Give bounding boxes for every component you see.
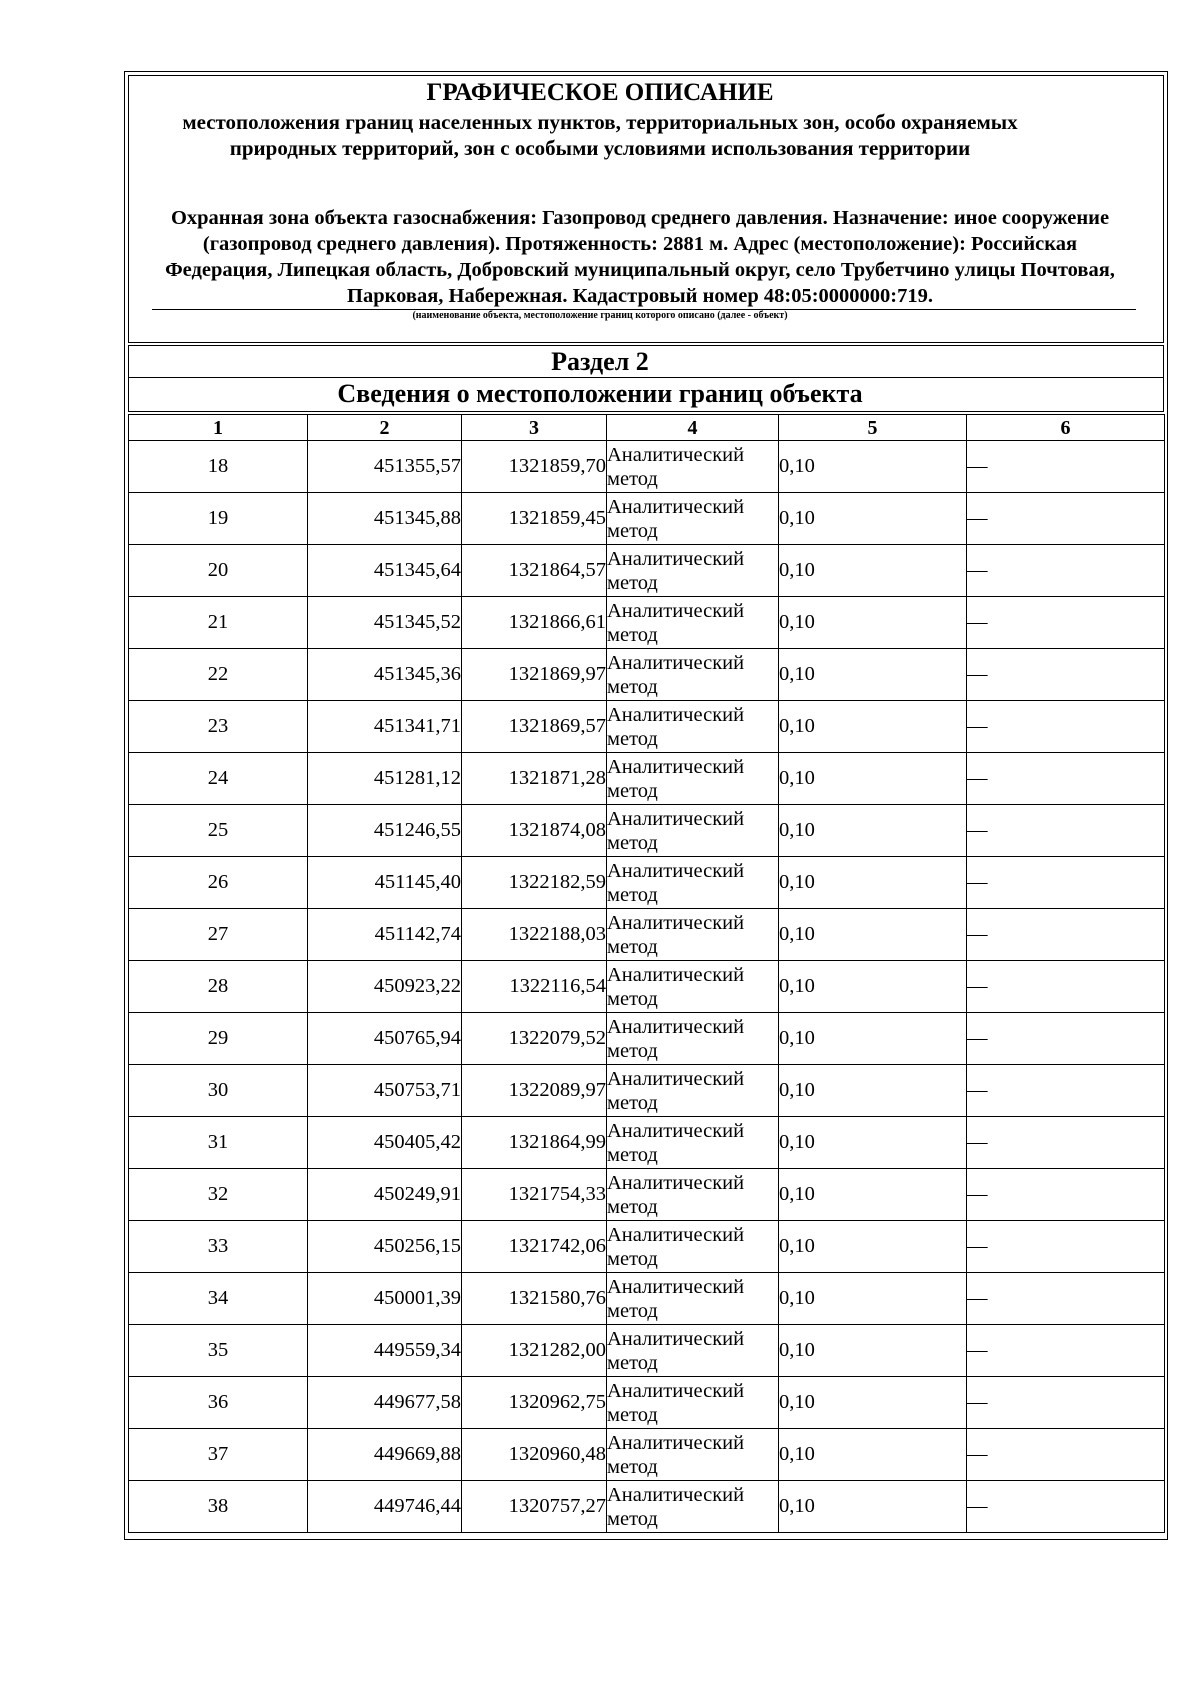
point-number-cell: 30 — [129, 1065, 308, 1117]
accuracy-cell: 0,10 — [779, 909, 967, 961]
method-text-line1: Аналитический — [607, 1223, 745, 1246]
description-cell: — — [967, 1221, 1165, 1273]
accuracy-cell: 0,10 — [779, 1481, 967, 1533]
document-title: ГРАФИЧЕСКОЕ ОПИСАНИЕ — [426, 79, 774, 106]
table-column-header-row — [129, 415, 1165, 441]
description-cell: — — [967, 701, 1165, 753]
method-cell — [607, 441, 779, 493]
point-number-cell: 36 — [129, 1377, 308, 1429]
point-number-cell: 20 — [129, 545, 308, 597]
table-row — [129, 909, 1165, 961]
x-coordinate-cell: 451145,40 — [308, 857, 462, 909]
description-cell: — — [967, 1169, 1165, 1221]
method-text-line2: метод — [607, 1195, 658, 1218]
accuracy-cell: 0,10 — [779, 701, 967, 753]
table-row — [129, 1169, 1165, 1221]
y-coordinate-cell: 1322116,54 — [462, 961, 607, 1013]
x-coordinate-cell: 451345,52 — [308, 597, 462, 649]
method-text-line1: Аналитический — [607, 599, 745, 622]
method-text-line2: метод — [607, 1091, 658, 1114]
description-cell: — — [967, 441, 1165, 493]
table-row — [129, 857, 1165, 909]
table-row — [129, 1429, 1165, 1481]
description-cell: — — [967, 493, 1165, 545]
point-number-cell: 27 — [129, 909, 308, 961]
method-text-line2: метод — [607, 571, 658, 594]
method-text-line2: метод — [607, 1455, 658, 1478]
method-text-line2: метод — [607, 779, 658, 802]
object-caption: (наименование объекта, местоположение границ которого описано (далее - объект) — [412, 310, 788, 321]
description-cell: — — [967, 1325, 1165, 1377]
table-row — [129, 701, 1165, 753]
accuracy-cell: 0,10 — [779, 753, 967, 805]
point-number-cell: 29 — [129, 1013, 308, 1065]
table-row — [129, 1065, 1165, 1117]
method-text-line2: метод — [607, 831, 658, 854]
point-number-cell: 22 — [129, 649, 308, 701]
x-coordinate-cell: 451246,55 — [308, 805, 462, 857]
x-coordinate-cell: 449559,34 — [308, 1325, 462, 1377]
method-text-line2: метод — [607, 1247, 658, 1270]
accuracy-cell: 0,10 — [779, 1013, 967, 1065]
method-cell — [607, 597, 779, 649]
method-text-line1: Аналитический — [607, 1119, 745, 1142]
y-coordinate-cell: 1321869,57 — [462, 701, 607, 753]
point-number-cell: 28 — [129, 961, 308, 1013]
table-row — [129, 805, 1165, 857]
method-text-line1: Аналитический — [607, 1431, 745, 1454]
column-header-1: 1 — [129, 415, 308, 441]
accuracy-cell: 0,10 — [779, 1169, 967, 1221]
method-text-line1: Аналитический — [607, 547, 745, 570]
y-coordinate-cell: 1321859,70 — [462, 441, 607, 493]
point-number-cell: 33 — [129, 1221, 308, 1273]
x-coordinate-cell: 450256,15 — [308, 1221, 462, 1273]
column-header-5: 5 — [779, 415, 967, 441]
method-text-line1: Аналитический — [607, 963, 745, 986]
object-description: Охранная зона объекта газоснабжения: Газопровод среднего давления. Назначение: иное сооружение (газопровод среднего давления). Протяженность: 2881 м. Адрес (местоположение): Российская Федерация, Липецкая область, Добровский муниципальный округ, село Трубетчино улицы Почтовая, Парковая, Набережная. Кадастровый номер 48:05:0000000:719. — [165, 207, 1115, 307]
column-header-3: 3 — [462, 415, 607, 441]
method-text-line2: метод — [607, 519, 658, 542]
table-row — [129, 1013, 1165, 1065]
x-coordinate-cell: 449746,44 — [308, 1481, 462, 1533]
accuracy-cell: 0,10 — [779, 1065, 967, 1117]
method-cell — [607, 753, 779, 805]
point-number-cell: 31 — [129, 1117, 308, 1169]
accuracy-cell: 0,10 — [779, 805, 967, 857]
y-coordinate-cell: 1321874,08 — [462, 805, 607, 857]
accuracy-cell: 0,10 — [779, 857, 967, 909]
method-cell — [607, 1169, 779, 1221]
table-row — [129, 441, 1165, 493]
boundary-coordinates-table — [128, 414, 1165, 1533]
method-text-line1: Аналитический — [607, 1483, 745, 1506]
point-number-cell: 38 — [129, 1481, 308, 1533]
table-row — [129, 1481, 1165, 1533]
method-cell — [607, 1221, 779, 1273]
description-cell: — — [967, 909, 1165, 961]
method-cell — [607, 857, 779, 909]
x-coordinate-cell: 450249,91 — [308, 1169, 462, 1221]
y-coordinate-cell: 1322188,03 — [462, 909, 607, 961]
description-cell: — — [967, 1377, 1165, 1429]
description-cell: — — [967, 545, 1165, 597]
description-cell: — — [967, 1117, 1165, 1169]
description-cell: — — [967, 1273, 1165, 1325]
table-row — [129, 1117, 1165, 1169]
method-text-line1: Аналитический — [607, 651, 745, 674]
point-number-cell: 35 — [129, 1325, 308, 1377]
section-subtitle: Сведения о местоположении границ объекта — [337, 379, 863, 408]
point-number-cell: 32 — [129, 1169, 308, 1221]
description-cell: — — [967, 961, 1165, 1013]
y-coordinate-cell: 1321742,06 — [462, 1221, 607, 1273]
method-text-line1: Аналитический — [607, 1015, 745, 1038]
method-text-line2: метод — [607, 1299, 658, 1322]
method-cell — [607, 1481, 779, 1533]
y-coordinate-cell: 1321864,99 — [462, 1117, 607, 1169]
method-cell — [607, 1429, 779, 1481]
accuracy-cell: 0,10 — [779, 545, 967, 597]
accuracy-cell: 0,10 — [779, 1221, 967, 1273]
table-row — [129, 649, 1165, 701]
method-text-line2: метод — [607, 883, 658, 906]
x-coordinate-cell: 450405,42 — [308, 1117, 462, 1169]
method-cell — [607, 493, 779, 545]
method-text-line2: метод — [607, 727, 658, 750]
description-cell: — — [967, 753, 1165, 805]
method-cell — [607, 805, 779, 857]
description-cell: — — [967, 1481, 1165, 1533]
accuracy-cell: 0,10 — [779, 1325, 967, 1377]
table-row — [129, 1273, 1165, 1325]
y-coordinate-cell: 1322182,59 — [462, 857, 607, 909]
method-text-line2: метод — [607, 467, 658, 490]
method-text-line1: Аналитический — [607, 807, 745, 830]
y-coordinate-cell: 1321282,00 — [462, 1325, 607, 1377]
accuracy-cell: 0,10 — [779, 597, 967, 649]
description-cell: — — [967, 1429, 1165, 1481]
method-text-line2: метод — [607, 675, 658, 698]
column-header-4: 4 — [607, 415, 779, 441]
method-cell — [607, 961, 779, 1013]
y-coordinate-cell: 1321864,57 — [462, 545, 607, 597]
x-coordinate-cell: 451345,88 — [308, 493, 462, 545]
table-row — [129, 597, 1165, 649]
table-row — [129, 493, 1165, 545]
y-coordinate-cell: 1320960,48 — [462, 1429, 607, 1481]
y-coordinate-cell: 1321871,28 — [462, 753, 607, 805]
method-cell — [607, 701, 779, 753]
method-cell — [607, 1325, 779, 1377]
y-coordinate-cell: 1320757,27 — [462, 1481, 607, 1533]
point-number-cell: 18 — [129, 441, 308, 493]
point-number-cell: 24 — [129, 753, 308, 805]
method-cell — [607, 1117, 779, 1169]
x-coordinate-cell: 450765,94 — [308, 1013, 462, 1065]
x-coordinate-cell: 450753,71 — [308, 1065, 462, 1117]
x-coordinate-cell: 451345,64 — [308, 545, 462, 597]
method-text-line1: Аналитический — [607, 1275, 745, 1298]
point-number-cell: 23 — [129, 701, 308, 753]
accuracy-cell: 0,10 — [779, 1429, 967, 1481]
description-cell: — — [967, 805, 1165, 857]
y-coordinate-cell: 1321580,76 — [462, 1273, 607, 1325]
description-cell: — — [967, 1013, 1165, 1065]
method-text-line2: метод — [607, 623, 658, 646]
accuracy-cell: 0,10 — [779, 961, 967, 1013]
description-cell: — — [967, 857, 1165, 909]
description-cell: — — [967, 1065, 1165, 1117]
method-text-line1: Аналитический — [607, 443, 745, 466]
column-header-6: 6 — [967, 415, 1165, 441]
point-number-cell: 25 — [129, 805, 308, 857]
x-coordinate-cell: 450001,39 — [308, 1273, 462, 1325]
y-coordinate-cell: 1321869,97 — [462, 649, 607, 701]
method-text-line2: метод — [607, 1143, 658, 1166]
point-number-cell: 19 — [129, 493, 308, 545]
table-row — [129, 753, 1165, 805]
method-text-line1: Аналитический — [607, 495, 745, 518]
table-row — [129, 545, 1165, 597]
x-coordinate-cell: 449677,58 — [308, 1377, 462, 1429]
x-coordinate-cell: 451341,71 — [308, 701, 462, 753]
x-coordinate-cell: 449669,88 — [308, 1429, 462, 1481]
accuracy-cell: 0,10 — [779, 1273, 967, 1325]
table-row — [129, 1325, 1165, 1377]
column-header-2: 2 — [308, 415, 462, 441]
method-cell — [607, 1273, 779, 1325]
x-coordinate-cell: 451281,12 — [308, 753, 462, 805]
point-number-cell: 26 — [129, 857, 308, 909]
method-text-line2: метод — [607, 1351, 658, 1374]
method-text-line1: Аналитический — [607, 859, 745, 882]
method-text-line1: Аналитический — [607, 703, 745, 726]
method-text-line1: Аналитический — [607, 1379, 745, 1402]
method-text-line2: метод — [607, 987, 658, 1010]
point-number-cell: 37 — [129, 1429, 308, 1481]
method-cell — [607, 1377, 779, 1429]
table-row — [129, 1221, 1165, 1273]
y-coordinate-cell: 1321754,33 — [462, 1169, 607, 1221]
method-text-line1: Аналитический — [607, 755, 745, 778]
method-text-line2: метод — [607, 1403, 658, 1426]
y-coordinate-cell: 1322089,97 — [462, 1065, 607, 1117]
method-text-line1: Аналитический — [607, 1171, 745, 1194]
document-subtitle: местоположения границ населенных пунктов, территориальных зон, особо охраняемых природных территорий, зон с особыми условиями использования территории — [182, 110, 1018, 160]
y-coordinate-cell: 1320962,75 — [462, 1377, 607, 1429]
method-text-line1: Аналитический — [607, 911, 745, 934]
section-title: Раздел 2 — [551, 347, 649, 376]
method-text-line2: метод — [607, 1507, 658, 1530]
accuracy-cell: 0,10 — [779, 441, 967, 493]
y-coordinate-cell: 1321866,61 — [462, 597, 607, 649]
description-cell: — — [967, 597, 1165, 649]
method-text-line2: метод — [607, 1039, 658, 1062]
x-coordinate-cell: 451142,74 — [308, 909, 462, 961]
method-cell — [607, 1013, 779, 1065]
x-coordinate-cell: 451355,57 — [308, 441, 462, 493]
method-text-line2: метод — [607, 935, 658, 958]
y-coordinate-cell: 1322079,52 — [462, 1013, 607, 1065]
description-cell: — — [967, 649, 1165, 701]
accuracy-cell: 0,10 — [779, 649, 967, 701]
x-coordinate-cell: 451345,36 — [308, 649, 462, 701]
method-cell — [607, 1065, 779, 1117]
method-cell — [607, 909, 779, 961]
point-number-cell: 21 — [129, 597, 308, 649]
table-row — [129, 1377, 1165, 1429]
accuracy-cell: 0,10 — [779, 1117, 967, 1169]
table-row — [129, 961, 1165, 1013]
point-number-cell: 34 — [129, 1273, 308, 1325]
method-text-line1: Аналитический — [607, 1327, 745, 1350]
accuracy-cell: 0,10 — [779, 1377, 967, 1429]
y-coordinate-cell: 1321859,45 — [462, 493, 607, 545]
x-coordinate-cell: 450923,22 — [308, 961, 462, 1013]
method-cell — [607, 649, 779, 701]
method-text-line1: Аналитический — [607, 1067, 745, 1090]
method-cell — [607, 545, 779, 597]
accuracy-cell: 0,10 — [779, 493, 967, 545]
